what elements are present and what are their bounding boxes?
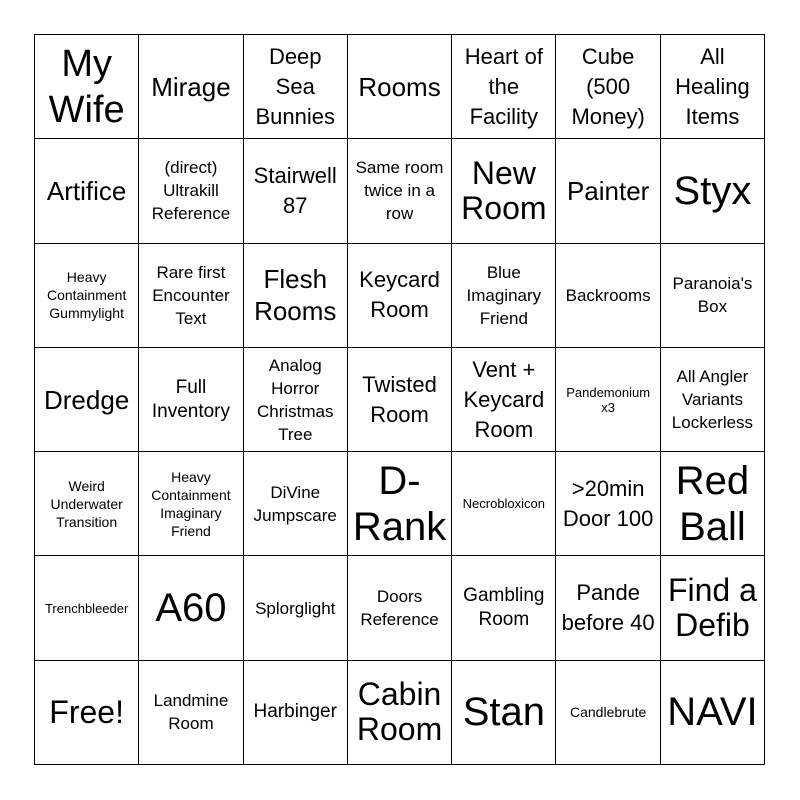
bingo-cell[interactable]: Rare first Encounter Text	[139, 244, 243, 348]
bingo-cell[interactable]: Blue Imaginary Friend	[452, 244, 556, 348]
bingo-cell[interactable]: Weird Underwater Transition	[35, 452, 139, 556]
bingo-cell[interactable]: NAVI	[661, 661, 765, 765]
bingo-cell[interactable]: Artifice	[35, 139, 139, 243]
bingo-cell[interactable]: Same room twice in a row	[348, 139, 452, 243]
bingo-cell[interactable]: Styx	[661, 139, 765, 243]
bingo-cell[interactable]: Dredge	[35, 348, 139, 452]
bingo-cell[interactable]: Trenchbleeder	[35, 556, 139, 660]
bingo-cell[interactable]: Splorglight	[244, 556, 348, 660]
bingo-cell[interactable]: New Room	[452, 139, 556, 243]
bingo-cell[interactable]: My Wife	[35, 35, 139, 139]
bingo-cell[interactable]: Twisted Room	[348, 348, 452, 452]
bingo-cell[interactable]: Backrooms	[556, 244, 660, 348]
bingo-cell[interactable]: Gambling Room	[452, 556, 556, 660]
bingo-cell[interactable]: Heavy Containment Imaginary Friend	[139, 452, 243, 556]
bingo-cell[interactable]: A60	[139, 556, 243, 660]
bingo-cell[interactable]: Find a Defib	[661, 556, 765, 660]
bingo-cell[interactable]: Flesh Rooms	[244, 244, 348, 348]
bingo-cell[interactable]: Harbinger	[244, 661, 348, 765]
bingo-cell[interactable]: All Healing Items	[661, 35, 765, 139]
bingo-cell[interactable]: Keycard Room	[348, 244, 452, 348]
bingo-cell[interactable]: Stan	[452, 661, 556, 765]
bingo-cell[interactable]: DiVine Jumpscare	[244, 452, 348, 556]
bingo-cell[interactable]: Heavy Containment Gummylight	[35, 244, 139, 348]
bingo-cell[interactable]: Red Ball	[661, 452, 765, 556]
bingo-cell[interactable]: Doors Reference	[348, 556, 452, 660]
bingo-cell[interactable]: Landmine Room	[139, 661, 243, 765]
bingo-cell[interactable]: Full Inventory	[139, 348, 243, 452]
bingo-cell[interactable]: Deep Sea Bunnies	[244, 35, 348, 139]
bingo-cell[interactable]: Paranoia's Box	[661, 244, 765, 348]
bingo-cell[interactable]: Cube (500 Money)	[556, 35, 660, 139]
bingo-cell[interactable]: Heart of the Facility	[452, 35, 556, 139]
bingo-board	[34, 34, 765, 765]
bingo-cell[interactable]: Candlebrute	[556, 661, 660, 765]
bingo-cell[interactable]: Stairwell 87	[244, 139, 348, 243]
bingo-cell[interactable]: Cabin Room	[348, 661, 452, 765]
bingo-cell[interactable]: Analog Horror Christmas Tree	[244, 348, 348, 452]
bingo-cell[interactable]: Pande before 40	[556, 556, 660, 660]
bingo-cell[interactable]: Vent + Keycard Room	[452, 348, 556, 452]
bingo-cell[interactable]: Necrobloxicon	[452, 452, 556, 556]
bingo-cell[interactable]: >20min Door 100	[556, 452, 660, 556]
bingo-cell[interactable]: Painter	[556, 139, 660, 243]
bingo-cell[interactable]: Rooms	[348, 35, 452, 139]
bingo-cell[interactable]: (direct) Ultrakill Reference	[139, 139, 243, 243]
bingo-cell[interactable]: Mirage	[139, 35, 243, 139]
bingo-cell[interactable]: D-Rank	[348, 452, 452, 556]
bingo-cell[interactable]: Pandemonium x3	[556, 348, 660, 452]
bingo-cell[interactable]: All Angler Variants Lockerless	[661, 348, 765, 452]
bingo-cell-free[interactable]: Free!	[35, 661, 139, 765]
